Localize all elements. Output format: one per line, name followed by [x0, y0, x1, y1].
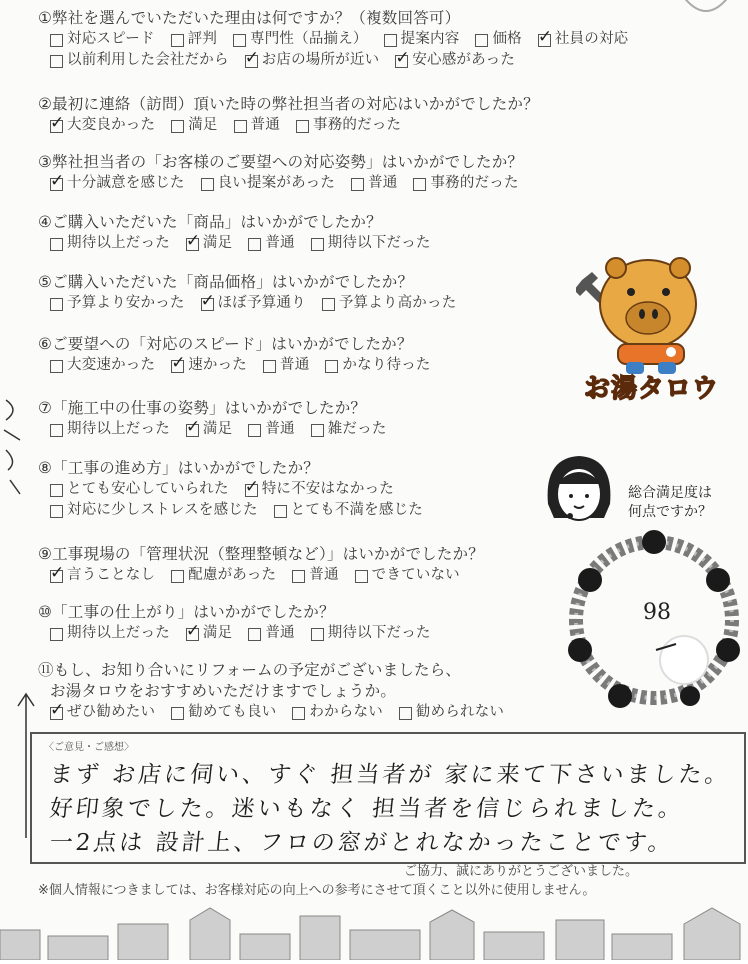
question-title: ⑤ご購入いただいた「商品価格」はいかがでしたか？ [38, 273, 414, 291]
checkbox-option[interactable] [50, 500, 258, 521]
empty-checkbox[interactable] [171, 120, 184, 133]
checkbox-option[interactable] [292, 702, 383, 723]
option-label: わからない [309, 704, 383, 720]
option-row [38, 623, 431, 644]
option-row [38, 233, 431, 254]
checkbox-option[interactable] [263, 355, 309, 376]
checkbox-option[interactable] [311, 623, 431, 644]
option-row [38, 293, 456, 314]
empty-checkbox[interactable] [171, 34, 184, 47]
comment-line-1: まず お店に伺い、すぐ 担当者が 家に来て下さいました。 [48, 762, 733, 788]
empty-checkbox[interactable] [50, 484, 63, 497]
empty-checkbox[interactable] [413, 178, 426, 191]
checkbox-option[interactable] [233, 29, 368, 50]
checkbox-option[interactable] [50, 115, 155, 136]
checkbox-option[interactable] [245, 50, 380, 71]
empty-checkbox[interactable] [475, 34, 488, 47]
option-label: 満足 [202, 235, 233, 251]
privacy-note: ※個人情報につきましては、お客様対応の向上への参考にさせて頂くこと以外に使用しません。 [38, 883, 596, 898]
question-11 [38, 660, 504, 723]
option-label: 勧められない [415, 704, 505, 720]
satisfaction-label-line1: 総合満足度は [628, 485, 712, 501]
option-row [38, 419, 387, 440]
option-label: 普通 [250, 117, 281, 133]
checkbox-option[interactable] [248, 233, 294, 254]
checkbox-option[interactable] [50, 293, 185, 314]
checked-checkbox[interactable] [201, 298, 214, 311]
option-label: 予算より安かった [67, 295, 185, 311]
empty-checkbox[interactable] [50, 55, 63, 68]
option-label: 普通 [368, 175, 398, 191]
handwritten-score: 98 [643, 600, 671, 625]
checked-checkbox[interactable] [186, 628, 199, 641]
checkbox-option[interactable] [186, 623, 232, 644]
question-4 [38, 212, 431, 254]
question-title: ①弊社を選んでいただいた理由は何ですか？（複数回答可） [38, 9, 461, 27]
empty-checkbox[interactable] [50, 424, 63, 437]
checked-checkbox[interactable] [186, 238, 199, 251]
option-label: 社員の対応 [554, 31, 629, 47]
checked-checkbox[interactable] [245, 484, 258, 497]
checkbox-option[interactable] [234, 115, 280, 136]
option-label: 普通 [265, 625, 295, 641]
option-row [38, 115, 539, 136]
empty-checkbox[interactable] [248, 424, 261, 437]
checkbox-option[interactable] [311, 233, 431, 254]
checkbox-option[interactable] [311, 419, 387, 440]
question-5 [38, 272, 456, 314]
empty-checkbox[interactable] [50, 505, 63, 518]
option-label: ほぼ予算通り [217, 295, 306, 311]
checkbox-option[interactable] [399, 702, 504, 723]
option-label: 満足 [202, 421, 233, 437]
question-10 [38, 602, 431, 644]
option-label: 雑だった [327, 421, 387, 437]
option-label: 満足 [188, 117, 218, 133]
option-row [38, 173, 523, 194]
checkbox-option[interactable] [475, 29, 521, 50]
option-label: 普通 [309, 567, 339, 583]
checkbox-option[interactable] [50, 29, 155, 50]
checked-checkbox[interactable] [50, 120, 63, 133]
empty-checkbox[interactable] [50, 360, 63, 373]
question-3 [38, 152, 523, 194]
empty-checkbox[interactable] [50, 238, 63, 251]
option-label: とても安心していられた [67, 481, 229, 497]
option-label: 価格 [492, 31, 522, 47]
checkbox-option[interactable] [50, 623, 170, 644]
option-label: 普通 [265, 235, 295, 251]
empty-checkbox[interactable] [50, 628, 63, 641]
option-label: できていない [371, 567, 460, 583]
brand-logo-text: お湯タロウ [584, 374, 720, 404]
option-row [38, 500, 423, 521]
checkbox-option[interactable] [50, 479, 229, 500]
question-2 [38, 94, 539, 136]
question-title: ③弊社担当者の「お客様のご要望への対応姿勢」はいかがでしたか？ [38, 153, 524, 171]
checkbox-option[interactable] [171, 29, 217, 50]
option-label: 専門性（品揃え） [250, 31, 368, 47]
question-title: ⑥ご要望への「対応のスピード」はいかがでしたか？ [38, 335, 413, 353]
option-label: とても不満を感じた [290, 502, 423, 518]
checked-checkbox[interactable] [50, 570, 63, 583]
checkbox-option[interactable] [384, 29, 460, 50]
checked-checkbox[interactable] [50, 707, 63, 720]
checkbox-option[interactable] [186, 419, 232, 440]
question-6 [38, 334, 431, 376]
option-label: 良い提案があった [217, 175, 336, 191]
checkbox-option[interactable] [296, 115, 401, 136]
checkbox-option[interactable] [201, 293, 306, 314]
option-row [38, 702, 504, 723]
option-row [38, 355, 431, 376]
option-label: 評判 [187, 31, 218, 47]
option-label: 以前利用した会社だから [67, 52, 229, 68]
empty-checkbox[interactable] [355, 570, 368, 583]
option-label: 言うことなし [67, 567, 156, 583]
question-title: ⑨工事現場の「管理状況（整理整頓など）」はいかがでしたか？ [38, 545, 484, 563]
thanks-message: ご協力、誠にありがとうございました。 [404, 864, 639, 879]
empty-checkbox[interactable] [311, 628, 324, 641]
checkbox-option[interactable] [50, 419, 170, 440]
empty-checkbox[interactable] [234, 120, 247, 133]
empty-checkbox[interactable] [233, 34, 246, 47]
question-title: ⑪もし、お知り合いにリフォームの予定がございましたら、 [38, 661, 462, 679]
checkbox-option[interactable] [171, 115, 217, 136]
option-row [38, 479, 423, 500]
question-title: ⑧「工事の進め方」はいかがでしたか？ [38, 459, 319, 477]
checkbox-option[interactable] [413, 173, 518, 194]
empty-checkbox[interactable] [399, 707, 412, 720]
option-label: 対応スピード [67, 31, 155, 47]
option-row [38, 29, 628, 50]
option-label: 勧めても良い [188, 704, 277, 720]
empty-checkbox[interactable] [311, 238, 324, 251]
empty-checkbox[interactable] [263, 360, 276, 373]
checkbox-option[interactable] [355, 565, 460, 586]
option-label: 期待以下だった [327, 235, 431, 251]
checkbox-option[interactable] [50, 355, 155, 376]
option-row [38, 565, 484, 586]
option-label: お店の場所が近い [261, 52, 380, 68]
town-skyline-decoration [0, 900, 748, 960]
checked-checkbox[interactable] [50, 178, 63, 191]
checkbox-option[interactable] [292, 565, 338, 586]
empty-checkbox[interactable] [325, 360, 338, 373]
empty-checkbox[interactable] [171, 707, 184, 720]
checkbox-option[interactable] [171, 702, 276, 723]
checkbox-option[interactable] [274, 500, 423, 521]
option-label: 満足 [202, 625, 233, 641]
margin-scribble [0, 390, 28, 500]
corner-circle-decoration [676, 0, 736, 24]
comment-label: 〈ご意見・ご感想〉 [44, 742, 134, 753]
option-label: 事務的だった [430, 175, 519, 191]
question-9 [38, 544, 484, 586]
option-label: 大変速かった [67, 357, 156, 373]
empty-checkbox[interactable] [292, 570, 305, 583]
question-title: ④ご購入いただいた「商品」はいかがでしたか？ [38, 213, 382, 231]
option-label: 普通 [265, 421, 295, 437]
question-1 [38, 8, 628, 71]
empty-checkbox[interactable] [311, 424, 324, 437]
checkbox-option[interactable] [201, 173, 335, 194]
empty-checkbox[interactable] [384, 34, 397, 47]
checked-checkbox[interactable] [245, 55, 258, 68]
comment-line-3: 一2点は 設計上、フロの窓がとれなかったことです。 [48, 830, 676, 856]
empty-checkbox[interactable] [292, 707, 305, 720]
option-label: 期待以下だった [327, 625, 431, 641]
option-label: 十分誠意を感じた [67, 175, 185, 191]
question-7 [38, 398, 387, 440]
checked-checkbox[interactable] [538, 34, 551, 47]
checkbox-option[interactable] [50, 233, 170, 254]
checkbox-option[interactable] [50, 50, 229, 71]
checkbox-option[interactable] [248, 419, 294, 440]
empty-checkbox[interactable] [248, 628, 261, 641]
checkbox-option[interactable] [186, 233, 232, 254]
empty-checkbox[interactable] [171, 570, 184, 583]
checkbox-option[interactable] [245, 479, 394, 500]
checkbox-option[interactable] [171, 565, 276, 586]
option-label: 配慮があった [188, 567, 277, 583]
option-label: 事務的だった [313, 117, 402, 133]
option-label: 期待以上だった [67, 421, 170, 437]
question-title: ⑦「施工中の仕事の姿勢」はいかがでしたか？ [38, 399, 367, 417]
checkbox-option[interactable] [395, 50, 515, 71]
checkbox-option[interactable] [351, 173, 397, 194]
comment-line-2: 好印象でした。迷いもなく 担当者を信じられました。 [48, 796, 686, 822]
option-row [38, 50, 628, 71]
checked-checkbox[interactable] [395, 55, 408, 68]
question-title: ⑩「工事の仕上がり」はいかがでしたか？ [38, 603, 335, 621]
checked-checkbox[interactable] [171, 360, 184, 373]
empty-checkbox[interactable] [296, 120, 309, 133]
empty-checkbox[interactable] [248, 238, 261, 251]
option-label: 大変良かった [67, 117, 156, 133]
empty-checkbox[interactable] [274, 505, 287, 518]
question-title: ②最初に連絡（訪問）頂いた時の弊社担当者の対応はいかがでしたか？ [38, 95, 539, 113]
option-label: かなり待った [342, 357, 431, 373]
checkbox-option[interactable] [50, 702, 155, 723]
checked-checkbox[interactable] [186, 424, 199, 437]
checkbox-option[interactable] [322, 293, 457, 314]
empty-checkbox[interactable] [50, 34, 63, 47]
option-label: 対応に少しストレスを感じた [67, 502, 258, 518]
checkbox-option[interactable] [50, 173, 185, 194]
option-label: 期待以上だった [67, 235, 170, 251]
empty-checkbox[interactable] [351, 178, 364, 191]
empty-checkbox[interactable] [50, 298, 63, 311]
option-label: 普通 [280, 357, 310, 373]
question-8 [38, 458, 423, 521]
empty-checkbox[interactable] [322, 298, 335, 311]
option-label: 速かった [188, 357, 248, 373]
question-title-line2: お湯タロウをおすすめいただけますでしょうか。 [50, 682, 397, 700]
option-label: 期待以上だった [67, 625, 170, 641]
option-label: ぜひ勧めたい [67, 704, 156, 720]
checkbox-option[interactable] [538, 29, 629, 50]
option-label: 提案内容 [400, 31, 460, 47]
checkbox-option[interactable] [248, 623, 294, 644]
satisfaction-question [628, 484, 712, 522]
satisfaction-label-line2: 何点ですか？ [628, 504, 712, 520]
option-label: 特に不安はなかった [261, 481, 395, 497]
checkbox-option[interactable] [325, 355, 430, 376]
checkbox-option[interactable] [50, 565, 155, 586]
checkbox-option[interactable] [171, 355, 247, 376]
option-label: 予算より高かった [338, 295, 457, 311]
empty-checkbox[interactable] [201, 178, 214, 191]
option-label: 安心感があった [412, 52, 516, 68]
